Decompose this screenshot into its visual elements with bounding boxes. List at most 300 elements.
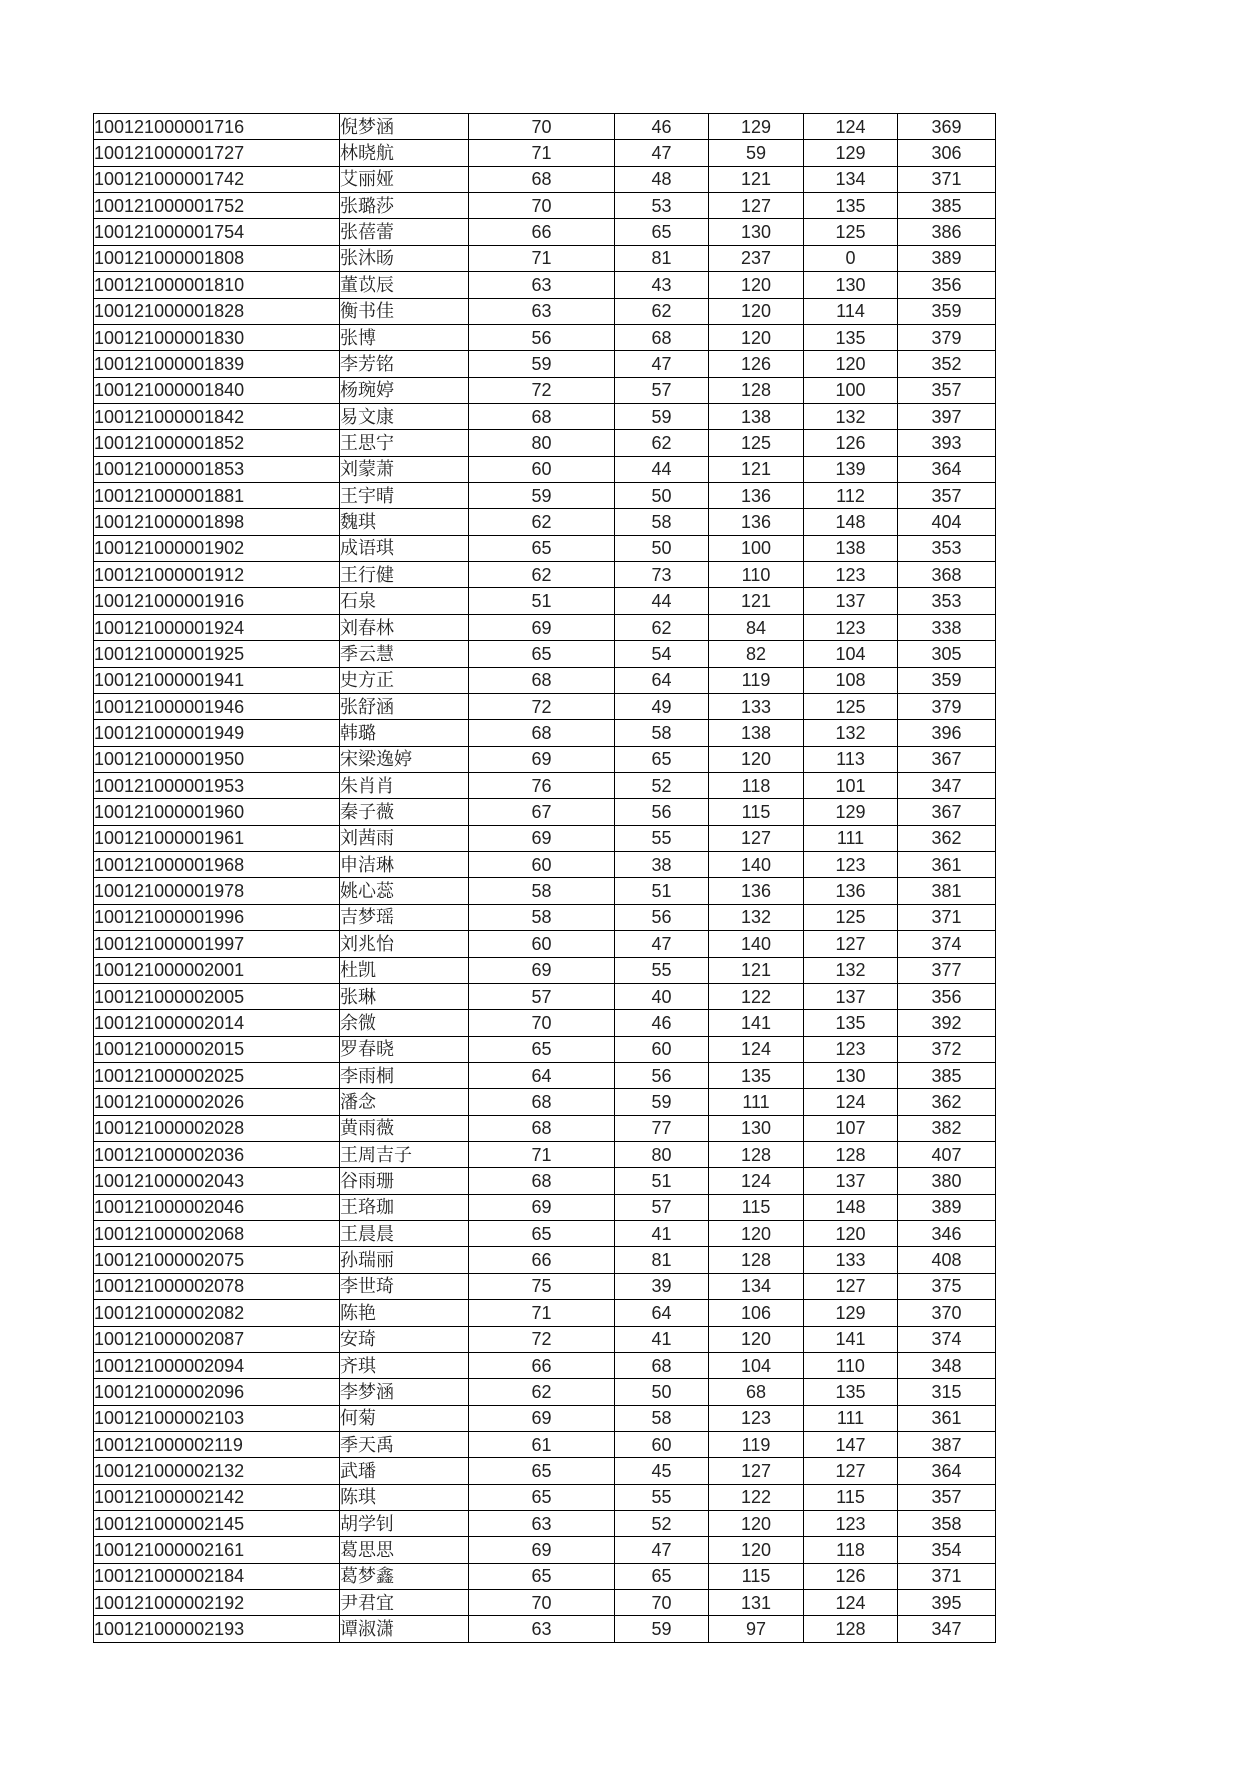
- score1-cell: 69: [469, 1194, 615, 1220]
- exam-id-cell: 100121000002036: [94, 1142, 340, 1168]
- table-row: [94, 1616, 996, 1643]
- score2-cell: 57: [615, 1194, 709, 1220]
- table-row: [94, 272, 996, 298]
- score2-cell: 38: [615, 852, 709, 878]
- score1-cell: 60: [469, 456, 615, 482]
- table-row: [94, 1511, 996, 1537]
- score3-cell: 127: [709, 193, 804, 219]
- exam-id-cell: 100121000002046: [94, 1194, 340, 1220]
- name-cell: 衡书佳: [340, 298, 469, 324]
- table-row: [94, 1563, 996, 1589]
- total-score-cell: 347: [898, 772, 996, 798]
- score4-cell: 130: [804, 272, 898, 298]
- score1-cell: 60: [469, 931, 615, 957]
- exam-id-cell: 100121000002103: [94, 1405, 340, 1431]
- exam-id-cell: 100121000002087: [94, 1326, 340, 1352]
- score2-cell: 58: [615, 509, 709, 535]
- score4-cell: 126: [804, 430, 898, 456]
- name-cell: 王宇晴: [340, 483, 469, 509]
- table-row: [94, 1221, 996, 1247]
- score2-cell: 59: [615, 1089, 709, 1115]
- score3-cell: 121: [709, 957, 804, 983]
- exam-id-cell: 100121000002014: [94, 1010, 340, 1036]
- score4-cell: 114: [804, 298, 898, 324]
- score4-cell: 141: [804, 1326, 898, 1352]
- table-row: [94, 1326, 996, 1352]
- score2-cell: 80: [615, 1142, 709, 1168]
- score4-cell: 127: [804, 931, 898, 957]
- total-score-cell: 362: [898, 825, 996, 851]
- exam-id-cell: 100121000002043: [94, 1168, 340, 1194]
- name-cell: 杨琬婷: [340, 377, 469, 403]
- score2-cell: 40: [615, 983, 709, 1009]
- table-row: [94, 219, 996, 245]
- total-score-cell: 305: [898, 641, 996, 667]
- exam-id-cell: 100121000001946: [94, 693, 340, 719]
- score4-cell: 118: [804, 1537, 898, 1563]
- exam-id-cell: 100121000001961: [94, 825, 340, 851]
- score1-cell: 61: [469, 1431, 615, 1457]
- score1-cell: 58: [469, 904, 615, 930]
- score1-cell: 71: [469, 1300, 615, 1326]
- table-row: [94, 114, 996, 140]
- score4-cell: 129: [804, 1300, 898, 1326]
- score3-cell: 126: [709, 351, 804, 377]
- score1-cell: 68: [469, 166, 615, 192]
- exam-id-cell: 100121000001996: [94, 904, 340, 930]
- exam-id-cell: 100121000002028: [94, 1115, 340, 1141]
- name-cell: 李梦涵: [340, 1379, 469, 1405]
- score4-cell: 137: [804, 983, 898, 1009]
- score2-cell: 44: [615, 588, 709, 614]
- total-score-cell: 408: [898, 1247, 996, 1273]
- exam-id-cell: 100121000001716: [94, 114, 340, 140]
- exam-id-cell: 100121000001916: [94, 588, 340, 614]
- exam-id-cell: 100121000002096: [94, 1379, 340, 1405]
- score4-cell: 137: [804, 1168, 898, 1194]
- exam-id-cell: 100121000002005: [94, 983, 340, 1009]
- score2-cell: 81: [615, 1247, 709, 1273]
- score4-cell: 124: [804, 1590, 898, 1616]
- score1-cell: 63: [469, 272, 615, 298]
- score4-cell: 0: [804, 245, 898, 271]
- name-cell: 谷雨珊: [340, 1168, 469, 1194]
- score4-cell: 135: [804, 324, 898, 350]
- exam-id-cell: 100121000001830: [94, 324, 340, 350]
- total-score-cell: 371: [898, 1563, 996, 1589]
- name-cell: 张璐莎: [340, 193, 469, 219]
- score3-cell: 141: [709, 1010, 804, 1036]
- table-row: [94, 1431, 996, 1457]
- score3-cell: 140: [709, 852, 804, 878]
- score2-cell: 68: [615, 324, 709, 350]
- name-cell: 艾丽娅: [340, 166, 469, 192]
- score3-cell: 130: [709, 1115, 804, 1141]
- total-score-cell: 369: [898, 114, 996, 140]
- table-row: [94, 1115, 996, 1141]
- score3-cell: 104: [709, 1352, 804, 1378]
- score4-cell: 127: [804, 1273, 898, 1299]
- score4-cell: 110: [804, 1352, 898, 1378]
- total-score-cell: 361: [898, 852, 996, 878]
- score4-cell: 139: [804, 456, 898, 482]
- total-score-cell: 362: [898, 1089, 996, 1115]
- score3-cell: 122: [709, 983, 804, 1009]
- score2-cell: 65: [615, 219, 709, 245]
- score1-cell: 65: [469, 1458, 615, 1484]
- name-cell: 安琦: [340, 1326, 469, 1352]
- table-row: [94, 904, 996, 930]
- table-row: [94, 1142, 996, 1168]
- score3-cell: 135: [709, 1062, 804, 1088]
- name-cell: 张博: [340, 324, 469, 350]
- total-score-cell: 377: [898, 957, 996, 983]
- score2-cell: 64: [615, 667, 709, 693]
- score4-cell: 127: [804, 1458, 898, 1484]
- exam-id-cell: 100121000002192: [94, 1590, 340, 1616]
- name-cell: 王行健: [340, 562, 469, 588]
- score4-cell: 107: [804, 1115, 898, 1141]
- name-cell: 李雨桐: [340, 1062, 469, 1088]
- score3-cell: 120: [709, 1511, 804, 1537]
- score1-cell: 72: [469, 377, 615, 403]
- table-row: [94, 720, 996, 746]
- score3-cell: 97: [709, 1616, 804, 1643]
- table-row: [94, 1484, 996, 1510]
- score3-cell: 136: [709, 483, 804, 509]
- score2-cell: 59: [615, 1616, 709, 1643]
- table-row: [94, 298, 996, 324]
- exam-id-cell: 100121000002026: [94, 1089, 340, 1115]
- total-score-cell: 358: [898, 1511, 996, 1537]
- score3-cell: 110: [709, 562, 804, 588]
- score3-cell: 68: [709, 1379, 804, 1405]
- exam-id-cell: 100121000002161: [94, 1537, 340, 1563]
- table-row: [94, 562, 996, 588]
- score3-cell: 111: [709, 1089, 804, 1115]
- exam-id-cell: 100121000002001: [94, 957, 340, 983]
- table-row: [94, 1010, 996, 1036]
- score3-cell: 124: [709, 1168, 804, 1194]
- score1-cell: 62: [469, 1379, 615, 1405]
- table-row: [94, 588, 996, 614]
- score3-cell: 136: [709, 509, 804, 535]
- score1-cell: 69: [469, 1405, 615, 1431]
- score2-cell: 43: [615, 272, 709, 298]
- score3-cell: 127: [709, 825, 804, 851]
- total-score-cell: 353: [898, 588, 996, 614]
- total-score-cell: 393: [898, 430, 996, 456]
- score1-cell: 62: [469, 562, 615, 588]
- score1-cell: 70: [469, 1590, 615, 1616]
- total-score-cell: 364: [898, 456, 996, 482]
- score3-cell: 129: [709, 114, 804, 140]
- score4-cell: 132: [804, 403, 898, 429]
- score4-cell: 104: [804, 641, 898, 667]
- exam-id-cell: 100121000001941: [94, 667, 340, 693]
- score3-cell: 100: [709, 535, 804, 561]
- score3-cell: 237: [709, 245, 804, 271]
- total-score-cell: 364: [898, 1458, 996, 1484]
- name-cell: 董苡辰: [340, 272, 469, 298]
- score1-cell: 62: [469, 509, 615, 535]
- score4-cell: 132: [804, 720, 898, 746]
- name-cell: 何菊: [340, 1405, 469, 1431]
- exam-id-cell: 100121000002193: [94, 1616, 340, 1643]
- name-cell: 杜凯: [340, 957, 469, 983]
- score4-cell: 125: [804, 219, 898, 245]
- exam-id-cell: 100121000001902: [94, 535, 340, 561]
- exam-id-cell: 100121000002068: [94, 1221, 340, 1247]
- total-score-cell: 361: [898, 1405, 996, 1431]
- table-row: [94, 746, 996, 772]
- score3-cell: 134: [709, 1273, 804, 1299]
- score2-cell: 47: [615, 931, 709, 957]
- score3-cell: 119: [709, 667, 804, 693]
- name-cell: 余微: [340, 1010, 469, 1036]
- name-cell: 罗春晓: [340, 1036, 469, 1062]
- table-row: [94, 403, 996, 429]
- score4-cell: 120: [804, 351, 898, 377]
- score2-cell: 46: [615, 1010, 709, 1036]
- exam-id-cell: 100121000002142: [94, 1484, 340, 1510]
- score2-cell: 62: [615, 298, 709, 324]
- name-cell: 姚心蕊: [340, 878, 469, 904]
- total-score-cell: 392: [898, 1010, 996, 1036]
- name-cell: 张舒涵: [340, 693, 469, 719]
- score3-cell: 124: [709, 1036, 804, 1062]
- total-score-cell: 385: [898, 193, 996, 219]
- score4-cell: 138: [804, 535, 898, 561]
- score1-cell: 56: [469, 324, 615, 350]
- name-cell: 张沐旸: [340, 245, 469, 271]
- name-cell: 宋梁逸婷: [340, 746, 469, 772]
- score1-cell: 57: [469, 983, 615, 1009]
- name-cell: 潘念: [340, 1089, 469, 1115]
- score2-cell: 50: [615, 483, 709, 509]
- total-score-cell: 346: [898, 1221, 996, 1247]
- score2-cell: 48: [615, 166, 709, 192]
- table-row: [94, 1194, 996, 1220]
- score1-cell: 72: [469, 693, 615, 719]
- name-cell: 季天禹: [340, 1431, 469, 1457]
- score3-cell: 128: [709, 377, 804, 403]
- score2-cell: 60: [615, 1431, 709, 1457]
- score2-cell: 53: [615, 193, 709, 219]
- total-score-cell: 357: [898, 377, 996, 403]
- score-table: [93, 113, 996, 1643]
- score4-cell: 123: [804, 614, 898, 640]
- score4-cell: 100: [804, 377, 898, 403]
- score4-cell: 129: [804, 140, 898, 166]
- score1-cell: 68: [469, 1115, 615, 1141]
- total-score-cell: 397: [898, 403, 996, 429]
- name-cell: 季云慧: [340, 641, 469, 667]
- name-cell: 陈琪: [340, 1484, 469, 1510]
- score1-cell: 69: [469, 746, 615, 772]
- score1-cell: 64: [469, 1062, 615, 1088]
- exam-id-cell: 100121000001960: [94, 799, 340, 825]
- total-score-cell: 367: [898, 746, 996, 772]
- exam-id-cell: 100121000001978: [94, 878, 340, 904]
- score2-cell: 57: [615, 377, 709, 403]
- table-row: [94, 614, 996, 640]
- score4-cell: 123: [804, 1511, 898, 1537]
- name-cell: 黄雨薇: [340, 1115, 469, 1141]
- total-score-cell: 380: [898, 1168, 996, 1194]
- score4-cell: 125: [804, 904, 898, 930]
- table-row: [94, 1273, 996, 1299]
- score2-cell: 56: [615, 799, 709, 825]
- exam-id-cell: 100121000002132: [94, 1458, 340, 1484]
- total-score-cell: 379: [898, 324, 996, 350]
- exam-id-cell: 100121000001842: [94, 403, 340, 429]
- score4-cell: 111: [804, 825, 898, 851]
- exam-id-cell: 100121000002015: [94, 1036, 340, 1062]
- score1-cell: 68: [469, 1168, 615, 1194]
- table-row: [94, 1247, 996, 1273]
- table-row: [94, 667, 996, 693]
- total-score-cell: 387: [898, 1431, 996, 1457]
- score1-cell: 70: [469, 193, 615, 219]
- score1-cell: 71: [469, 1142, 615, 1168]
- score2-cell: 55: [615, 957, 709, 983]
- exam-id-cell: 100121000001949: [94, 720, 340, 746]
- score-table-body: [94, 114, 996, 1643]
- total-score-cell: 352: [898, 351, 996, 377]
- score3-cell: 120: [709, 746, 804, 772]
- table-row: [94, 535, 996, 561]
- exam-id-cell: 100121000002078: [94, 1273, 340, 1299]
- table-row: [94, 1405, 996, 1431]
- total-score-cell: 374: [898, 1326, 996, 1352]
- score4-cell: 135: [804, 1379, 898, 1405]
- table-row: [94, 799, 996, 825]
- table-row: [94, 1379, 996, 1405]
- score2-cell: 65: [615, 746, 709, 772]
- score2-cell: 68: [615, 1352, 709, 1378]
- total-score-cell: 368: [898, 562, 996, 588]
- total-score-cell: 359: [898, 667, 996, 693]
- name-cell: 王晨晨: [340, 1221, 469, 1247]
- score4-cell: 101: [804, 772, 898, 798]
- exam-id-cell: 100121000001752: [94, 193, 340, 219]
- score1-cell: 66: [469, 219, 615, 245]
- score1-cell: 68: [469, 1089, 615, 1115]
- table-row: [94, 1590, 996, 1616]
- exam-id-cell: 100121000001754: [94, 219, 340, 245]
- score4-cell: 134: [804, 166, 898, 192]
- table-row: [94, 931, 996, 957]
- total-score-cell: 386: [898, 219, 996, 245]
- score1-cell: 58: [469, 878, 615, 904]
- score4-cell: 125: [804, 693, 898, 719]
- score2-cell: 58: [615, 1405, 709, 1431]
- total-score-cell: 382: [898, 1115, 996, 1141]
- score4-cell: 120: [804, 1221, 898, 1247]
- score3-cell: 115: [709, 799, 804, 825]
- total-score-cell: 389: [898, 245, 996, 271]
- score1-cell: 66: [469, 1247, 615, 1273]
- table-row: [94, 245, 996, 271]
- score1-cell: 69: [469, 614, 615, 640]
- total-score-cell: 356: [898, 983, 996, 1009]
- exam-id-cell: 100121000001810: [94, 272, 340, 298]
- score3-cell: 128: [709, 1142, 804, 1168]
- table-row: [94, 351, 996, 377]
- name-cell: 武璠: [340, 1458, 469, 1484]
- name-cell: 倪梦涵: [340, 114, 469, 140]
- score3-cell: 128: [709, 1247, 804, 1273]
- table-row: [94, 957, 996, 983]
- total-score-cell: 359: [898, 298, 996, 324]
- score3-cell: 106: [709, 1300, 804, 1326]
- score3-cell: 138: [709, 720, 804, 746]
- table-row: [94, 456, 996, 482]
- name-cell: 孙瑞丽: [340, 1247, 469, 1273]
- name-cell: 齐琪: [340, 1352, 469, 1378]
- table-row: [94, 878, 996, 904]
- score1-cell: 65: [469, 1563, 615, 1589]
- score2-cell: 56: [615, 1062, 709, 1088]
- score3-cell: 120: [709, 324, 804, 350]
- score3-cell: 120: [709, 1326, 804, 1352]
- total-score-cell: 338: [898, 614, 996, 640]
- score4-cell: 126: [804, 1563, 898, 1589]
- score3-cell: 133: [709, 693, 804, 719]
- score2-cell: 60: [615, 1036, 709, 1062]
- score3-cell: 59: [709, 140, 804, 166]
- score2-cell: 41: [615, 1326, 709, 1352]
- name-cell: 吉梦瑶: [340, 904, 469, 930]
- exam-id-cell: 100121000001925: [94, 641, 340, 667]
- table-row: [94, 430, 996, 456]
- exam-id-cell: 100121000001968: [94, 852, 340, 878]
- name-cell: 王思宁: [340, 430, 469, 456]
- score4-cell: 129: [804, 799, 898, 825]
- score1-cell: 51: [469, 588, 615, 614]
- score3-cell: 120: [709, 272, 804, 298]
- total-score-cell: 407: [898, 1142, 996, 1168]
- score3-cell: 121: [709, 456, 804, 482]
- score1-cell: 65: [469, 1221, 615, 1247]
- name-cell: 谭淑潇: [340, 1616, 469, 1643]
- table-row: [94, 140, 996, 166]
- total-score-cell: 347: [898, 1616, 996, 1643]
- score2-cell: 39: [615, 1273, 709, 1299]
- score-table-container: [93, 113, 996, 1643]
- score4-cell: 123: [804, 562, 898, 588]
- name-cell: 成语琪: [340, 535, 469, 561]
- score4-cell: 136: [804, 878, 898, 904]
- score3-cell: 122: [709, 1484, 804, 1510]
- name-cell: 朱肖肖: [340, 772, 469, 798]
- score3-cell: 115: [709, 1194, 804, 1220]
- exam-id-cell: 100121000002094: [94, 1352, 340, 1378]
- name-cell: 王珞珈: [340, 1194, 469, 1220]
- score2-cell: 73: [615, 562, 709, 588]
- score1-cell: 70: [469, 114, 615, 140]
- table-row: [94, 377, 996, 403]
- exam-id-cell: 100121000001881: [94, 483, 340, 509]
- score1-cell: 59: [469, 351, 615, 377]
- table-row: [94, 641, 996, 667]
- table-row: [94, 825, 996, 851]
- total-score-cell: 371: [898, 904, 996, 930]
- name-cell: 刘蒙萧: [340, 456, 469, 482]
- score4-cell: 147: [804, 1431, 898, 1457]
- score2-cell: 47: [615, 140, 709, 166]
